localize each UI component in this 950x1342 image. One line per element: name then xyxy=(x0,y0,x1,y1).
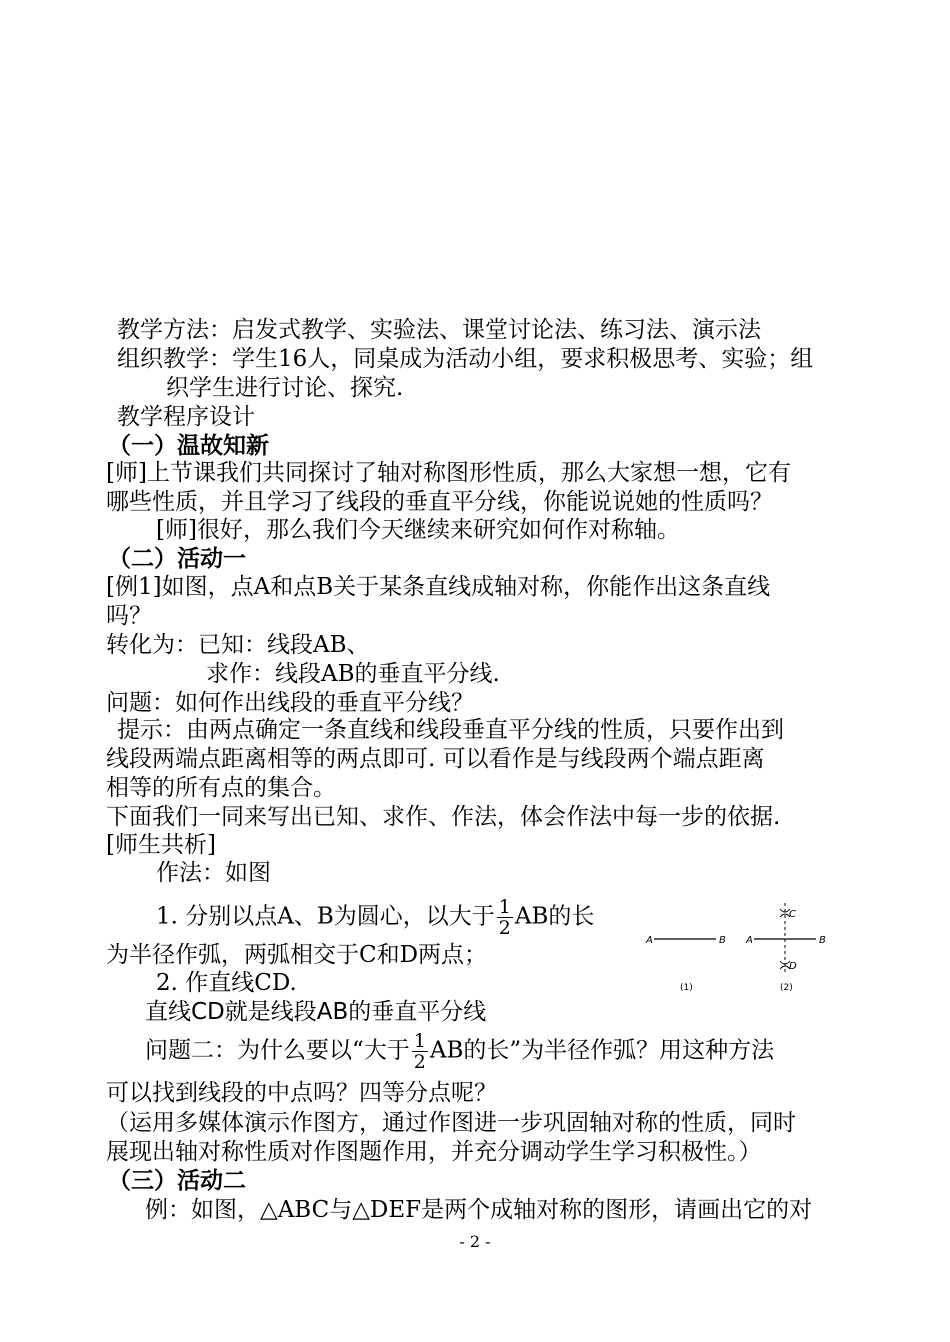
example-1-line-1: [例1]如图，点A和点B关于某条直线成轴对称，你能作出这条直线 xyxy=(106,574,771,600)
point-a-label-fig1: A xyxy=(646,935,653,946)
section-heading-2: （二）活动一 xyxy=(108,546,246,572)
joint-analysis-label: [师生共析] xyxy=(106,832,216,858)
example-1-line-2: 吗？ xyxy=(106,603,152,629)
organization-line-2: 织学生进行讨论、探究. xyxy=(166,375,404,401)
figure-2-caption: (2) xyxy=(780,983,793,993)
point-c-label: C xyxy=(789,909,796,920)
question-2-text-b: AB的长”为半径作弧？用这种方法 xyxy=(429,1037,775,1064)
construction-method-label: 作法：如图 xyxy=(156,860,271,886)
question-2-continued: 可以找到线段的中点吗？四等分点呢？ xyxy=(106,1080,497,1106)
question-1: 问题：如何作出线段的垂直平分线？ xyxy=(106,690,474,716)
question-2 xyxy=(145,1031,774,1072)
fraction-denominator: 2 xyxy=(498,917,511,939)
teacher-remark: [师]很好，那么我们今天继续来研究如何作对称轴。 xyxy=(156,517,680,543)
point-a-label-fig2: A xyxy=(746,935,753,946)
method-intro: 下面我们一同来写出已知、求作、作法，体会作法中每一步的依据. xyxy=(106,804,781,830)
section-heading-1: （一）温故知新 xyxy=(108,433,269,459)
page-number: - 2 - xyxy=(459,1232,491,1251)
hint-line-2: 线段两端点距离相等的两点即可. 可以看作是与线段两个端点距离 xyxy=(106,746,765,772)
section-heading-3: （三）活动二 xyxy=(108,1168,246,1194)
note-line-1: （运用多媒体演示作图方，通过作图进一步巩固轴对称的性质，同时 xyxy=(106,1110,796,1136)
step-1 xyxy=(156,897,594,938)
construct-statement: 求作：线段AB的垂直平分线. xyxy=(206,661,500,687)
hint-line-1: 提示：由两点确定一条直线和线段垂直平分线的性质，只要作出到 xyxy=(117,717,784,743)
review-paragraph-line-2: 哪些性质，并且学习了线段的垂直平分线，你能说说她的性质吗？ xyxy=(106,489,773,515)
teaching-methods: 教学方法：启发式教学、实验法、课堂讨论法、练习法、演示法 xyxy=(117,317,761,343)
fraction-numerator-2: 1 xyxy=(413,1030,426,1052)
point-b-label-fig1: B xyxy=(719,935,726,946)
figure-1-caption: (1) xyxy=(680,983,693,993)
construction-figure xyxy=(640,895,840,995)
fraction-numerator: 1 xyxy=(498,896,511,918)
program-design-title: 教学程序设计 xyxy=(117,404,255,430)
example-2-line-1: 例：如图，△ABC与△DEF是两个成轴对称的图形，请画出它的对 xyxy=(145,1197,813,1223)
given-statement: 转化为：已知：线段AB、 xyxy=(106,632,370,658)
hint-line-3: 相等的所有点的集合。 xyxy=(106,775,336,801)
step-1-continued: 为半径作弧，两弧相交于C和D两点； xyxy=(106,942,488,968)
review-paragraph-line-1: [师]上节课我们共同探讨了轴对称图形性质，那么大家想一想，它有 xyxy=(106,460,791,486)
step-1-text-a: 1. 分别以点A、B为圆心，以大于 xyxy=(156,903,495,930)
point-b-label-fig2: B xyxy=(819,935,826,946)
conclusion: 直线CD就是线段AB的垂直平分线 xyxy=(145,999,487,1025)
fraction-one-half xyxy=(497,897,513,938)
fraction-one-half-2 xyxy=(412,1031,428,1072)
organization-line-1: 组织教学：学生16人，同桌成为活动小组，要求积极思考、实验；组 xyxy=(117,346,814,372)
question-2-text-a: 问题二：为什么要以“大于 xyxy=(145,1037,410,1064)
note-line-2: 展现出轴对称性质对作图题作用，并充分调动学生学习积极性。） xyxy=(106,1139,762,1165)
point-d-label: D xyxy=(789,961,797,972)
step-1-text-b: AB的长 xyxy=(514,903,595,930)
fraction-denominator-2: 2 xyxy=(413,1051,426,1073)
step-2: 2. 作直线CD. xyxy=(156,970,297,996)
